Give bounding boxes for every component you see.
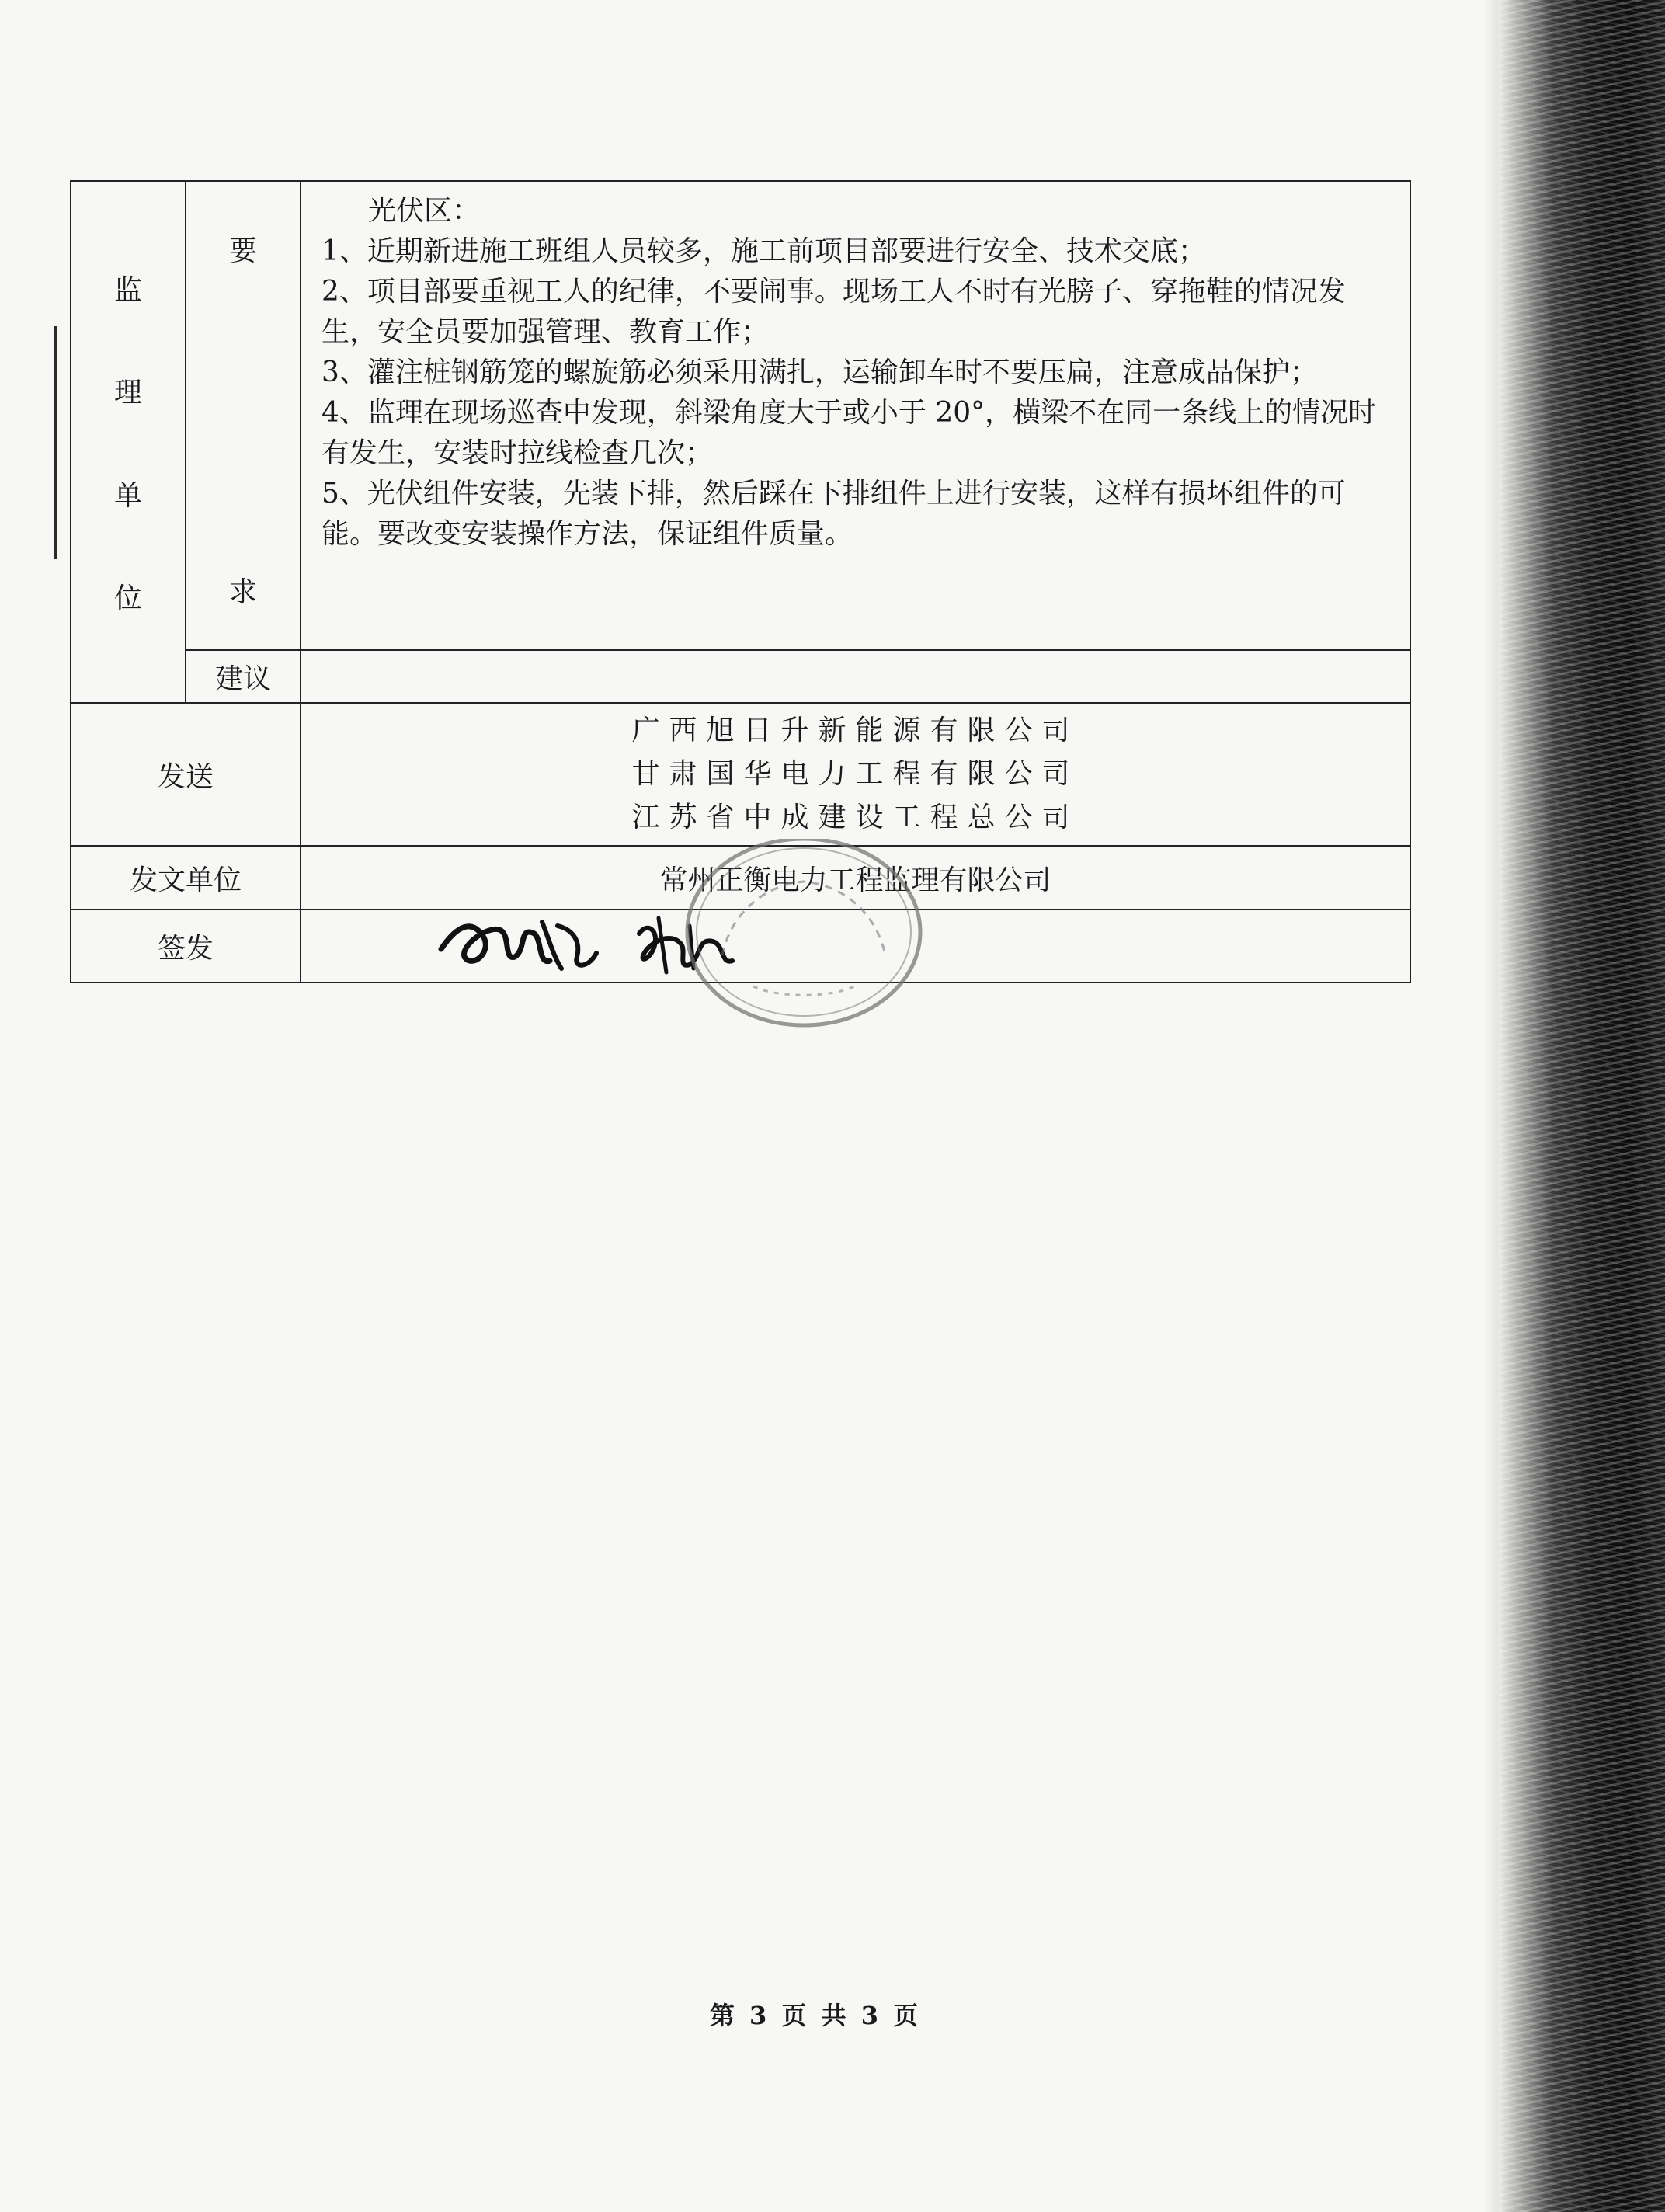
requirement-content bbox=[301, 181, 1410, 650]
unit-char: 单 bbox=[113, 479, 142, 512]
requirement-item: 2、项目部要重视工人的纪律，不要闹事。现场工人不时有光膀子、穿拖鞋的情况发生，安全员要加强管理、教育工作； bbox=[322, 276, 1346, 348]
supervision-unit-label bbox=[71, 221, 185, 663]
suggestion-row bbox=[71, 650, 1410, 703]
issuer-label: 发文单位 bbox=[71, 846, 301, 909]
page-footer bbox=[0, 1996, 1631, 2032]
requirement-item: 5、光伏组件安装，先装下排，然后踩在下排组件上进行安装，这样有损坏组件的可能。要改变安装操作方法，保证组件质量。 bbox=[322, 478, 1346, 550]
send-row bbox=[71, 703, 1410, 846]
unit-char: 理 bbox=[113, 377, 142, 409]
requirement-heading: 光伏区： bbox=[368, 195, 481, 227]
page-number: 第 3 页 共 3 页 bbox=[709, 2001, 922, 2030]
recipient-item: 江苏省中成建设工程总公司 bbox=[631, 802, 1079, 833]
requirement-row bbox=[71, 181, 1410, 650]
supervision-unit-cell bbox=[71, 181, 186, 703]
recipient-item: 广西旭日升新能源有限公司 bbox=[631, 715, 1079, 746]
suggestion-content bbox=[301, 650, 1410, 703]
unit-char: 监 bbox=[113, 273, 142, 306]
requirement-item: 4、监理在现场巡查中发现，斜梁角度大于或小于 20°，横梁不在同一条线上的情况时有发生，安装时拉线检查几次； bbox=[322, 397, 1377, 469]
requirement-label-cell bbox=[186, 181, 301, 650]
requirement-label bbox=[186, 206, 300, 625]
company-stamp bbox=[668, 839, 947, 1041]
scan-binding-shadow bbox=[1499, 0, 1665, 2212]
recipient-item: 甘肃国华电力工程有限公司 bbox=[631, 758, 1079, 790]
requirement-item: 1、近期新进施工班组人员较多，施工前项目部要进行安全、技术交底； bbox=[322, 235, 1206, 267]
issuer-name: 常州正衡电力工程监理有限公司 bbox=[301, 846, 1410, 909]
sign-label: 签发 bbox=[71, 909, 301, 983]
unit-char: 位 bbox=[113, 583, 142, 615]
req-char: 要 bbox=[228, 235, 257, 267]
page-fold-edge bbox=[1483, 0, 1499, 2212]
recipient-list bbox=[301, 703, 1410, 846]
send-label: 发送 bbox=[71, 703, 301, 846]
req-char: 求 bbox=[228, 576, 257, 608]
suggestion-label: 建议 bbox=[186, 650, 301, 703]
scan-left-mark bbox=[54, 326, 57, 559]
requirement-item: 3、灌注桩钢筋笼的螺旋筋必须采用满扎，运输卸车时不要压扁，注意成品保护； bbox=[322, 356, 1318, 388]
